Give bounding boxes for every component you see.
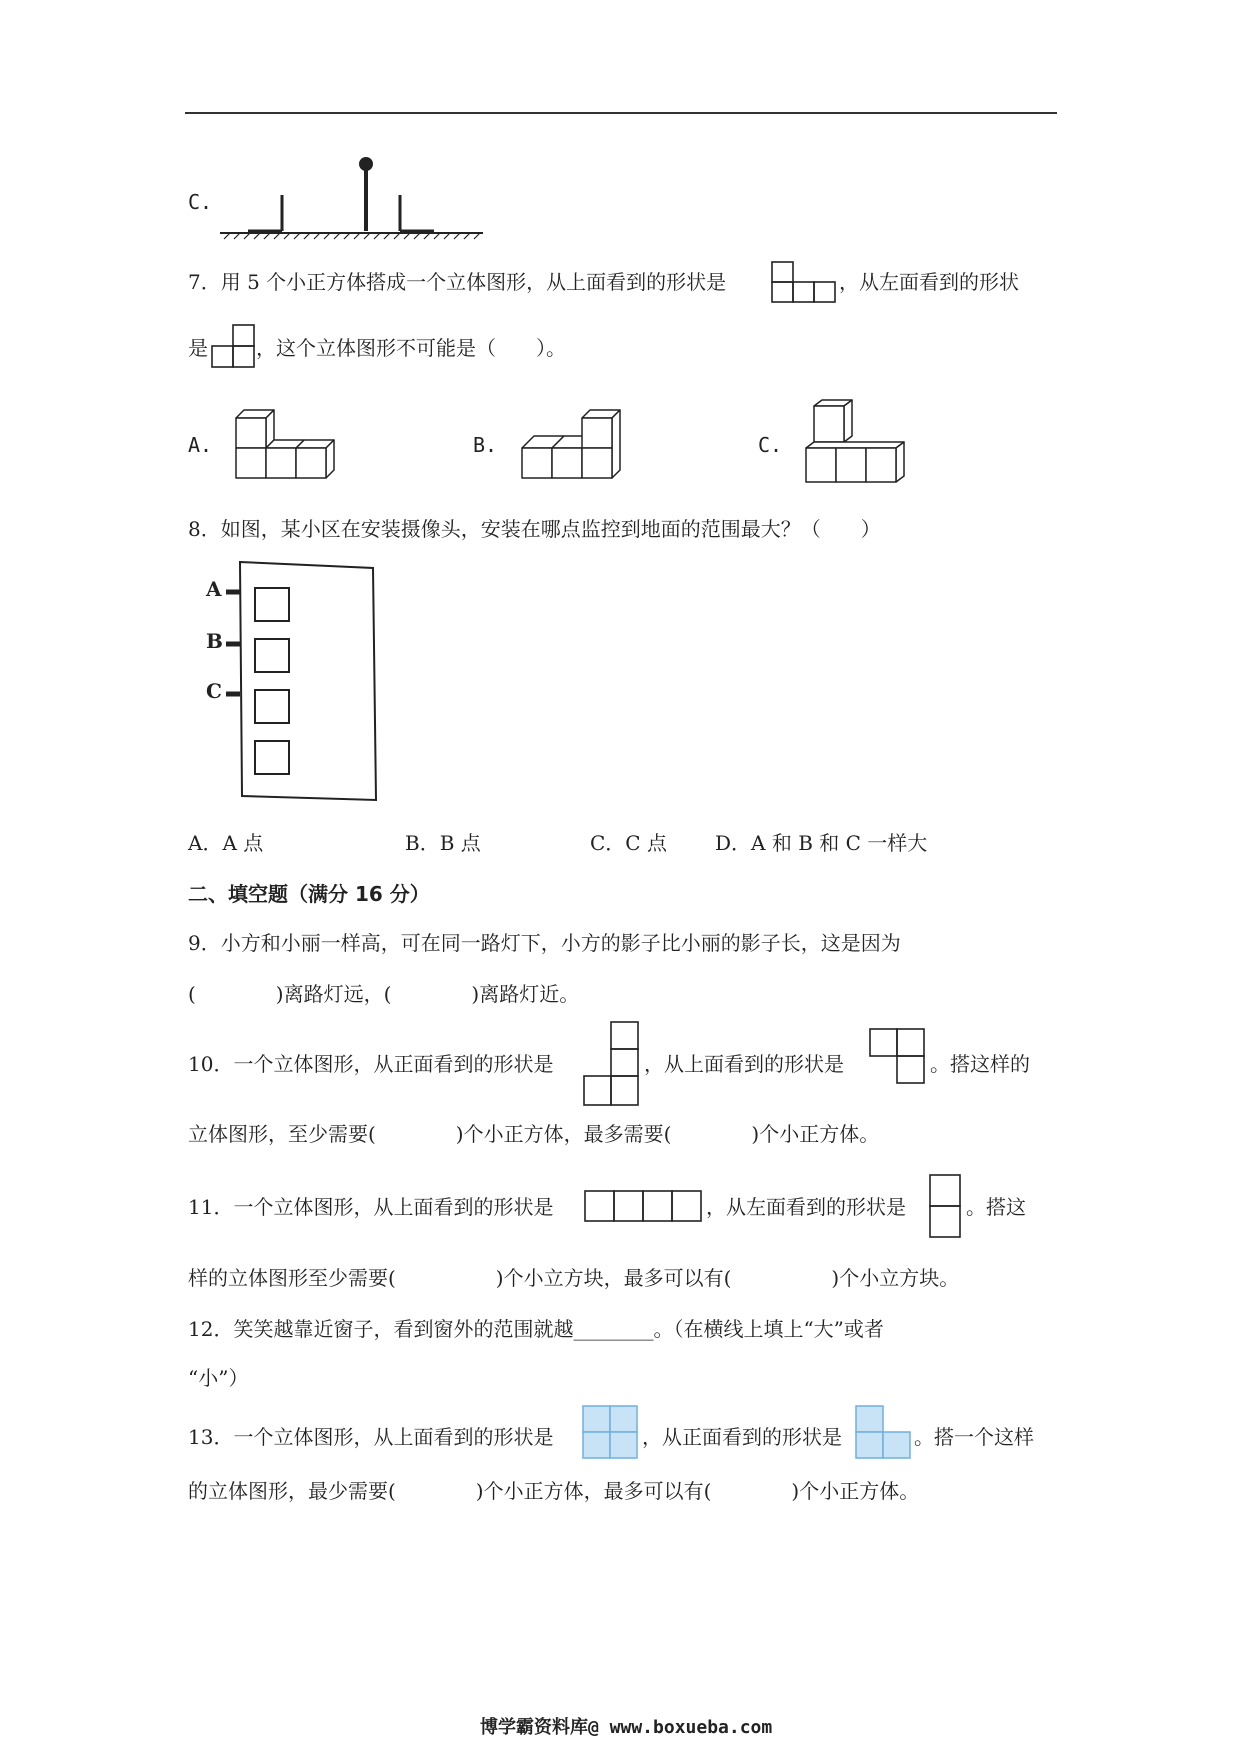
q7-left-view-figure	[211, 324, 256, 368]
q10-front-view-figure	[583, 1020, 641, 1108]
footer-text: 博学霸资料库@ www.boxueba.com	[480, 1717, 773, 1738]
q11-left-view-figure	[929, 1174, 963, 1240]
q8-text: 8．如图，某小区在安装摄像头，安装在哪点监控到地面的范围最大？（ ）	[188, 517, 881, 541]
q7-text-line2-b: ，这个立体图形不可能是（ ）。	[256, 336, 566, 360]
q7-option-b-figure	[520, 404, 630, 486]
q7-option-c-figure	[804, 398, 914, 486]
q11-top-view-figure	[584, 1190, 704, 1224]
q8-option-d: D．A 和 B 和 C 一样大	[715, 831, 928, 855]
q9-line1: 9．小方和小丽一样高，可在同一路灯下，小方的影子比小丽的影子长，这是因为	[188, 931, 901, 955]
q7-option-b-label: B.	[473, 433, 498, 457]
q8-point-a: A	[206, 577, 222, 601]
q8-option-c: C．C 点	[590, 831, 667, 855]
q8-point-b: B	[206, 629, 223, 653]
q10-line1-b: ，从上面看到的形状是	[644, 1052, 844, 1076]
q6-option-c-figure	[218, 155, 488, 240]
q7-text-line2-a: 是	[188, 336, 208, 360]
q7-option-a-label: A.	[188, 433, 213, 457]
q11-line1-a: 11．一个立体图形，从上面看到的形状是	[188, 1195, 554, 1219]
q8-point-c: C	[206, 679, 222, 703]
q10-line2: 立体图形，至少需要( )个小正方体，最多需要( )个小正方体。	[188, 1122, 880, 1146]
header-rule	[185, 112, 1057, 114]
q13-front-view-figure	[855, 1405, 913, 1461]
q12-line1: 12．笑笑越靠近窗子，看到窗外的范围就越________。（在横线上填上“大”或者	[188, 1317, 884, 1341]
q10-line1-c: 。搭这样的	[930, 1052, 1030, 1076]
q7-top-view-figure	[771, 261, 837, 303]
q13-line1-a: 13．一个立体图形，从上面看到的形状是	[188, 1425, 554, 1449]
section2-heading: 二、填空题（满分 16 分）	[188, 882, 430, 906]
q10-top-view-figure	[869, 1028, 927, 1086]
q8-option-b: B．B 点	[405, 831, 481, 855]
q11-line2: 样的立体图形至少需要( )个小立方块，最多可以有( )个小立方块。	[188, 1266, 960, 1290]
q9-line2: ( )离路灯远，( )离路灯近。	[188, 982, 580, 1006]
q13-top-view-figure	[582, 1405, 640, 1461]
q7-text-line1-b: ，从左面看到的形状	[839, 270, 1019, 294]
q8-building-figure	[200, 560, 380, 810]
q8-option-a: A．A 点	[188, 831, 264, 855]
q7-text-line1-a: 7．用 5 个小正方体搭成一个立体图形，从上面看到的形状是	[188, 270, 727, 294]
q13-line2: 的立体图形，最少需要( )个小正方体，最多可以有( )个小正方体。	[188, 1479, 920, 1503]
q10-line1-a: 10．一个立体图形，从正面看到的形状是	[188, 1052, 554, 1076]
q6-option-c-label: C.	[188, 190, 213, 214]
q7-option-a-figure	[234, 408, 342, 486]
q11-line1-b: ，从左面看到的形状是	[706, 1195, 906, 1219]
q7-option-c-label: C.	[758, 433, 783, 457]
q12-line2: “小”）	[188, 1366, 249, 1390]
q11-line1-c: 。搭这	[966, 1195, 1026, 1219]
q13-line1-b: ，从正面看到的形状是	[642, 1425, 842, 1449]
q13-line1-c: 。搭一个这样	[914, 1425, 1034, 1449]
